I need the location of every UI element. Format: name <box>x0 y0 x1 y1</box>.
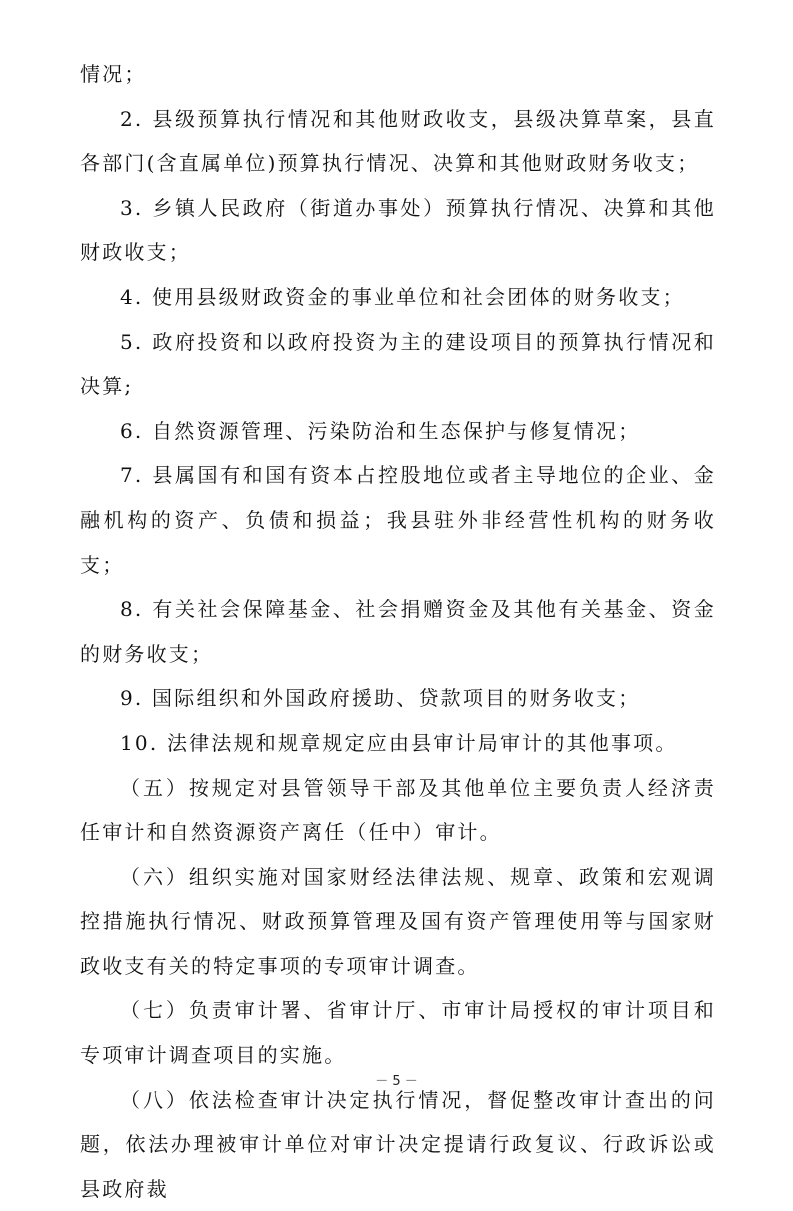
document-body <box>80 52 716 1211</box>
paragraph-6: 6. 自然资源管理、污染防治和生态保护与修复情况； <box>120 418 641 443</box>
paragraph-14: （八）依法检查审计决定执行情况，督促整改审计查出的问题，依法办理被审计单位对审计决定提请行政复议、行政诉讼或县政府裁 <box>80 1087 716 1201</box>
page-number: － 5 － <box>375 1074 418 1089</box>
paragraph-3: 3. 乡镇人民政府（街道办事处）预算执行情况、决算和其他财政收支； <box>80 195 716 265</box>
paragraph-2: 2. 县级预算执行情况和其他财政收支，县级决算草案，县直各部门(含直属单位)预算执行情况、决算和其他财政财务收支； <box>80 106 716 176</box>
paragraph-7: 7. 县属国有和国有资本占控股地位或者主导地位的企业、金融机构的资产、负债和损益；我县驻外非经营性机构的财务收支； <box>80 463 716 577</box>
paragraph-10: 10. 法律法规和规章规定应由县审计局审计的其他事项。 <box>120 730 678 755</box>
paragraph-12: （六）组织实施对国家财经法律法规、规章、政策和宏观调控措施执行情况、财政预算管理及国有资产管理使用等与国家财政收支有关的特定事项的专项审计调查。 <box>80 864 716 978</box>
paragraph-4: 4. 使用县级财政资金的事业单位和社会团体的财务收支； <box>120 284 685 309</box>
paragraph-9: 9. 国际组织和外国政府援助、贷款项目的财务收支； <box>120 686 641 711</box>
paragraph-11: （五）按规定对县管领导干部及其他单位主要负责人经济责任审计和自然资源资产离任（任中）审计。 <box>80 775 716 845</box>
paragraph-8: 8. 有关社会保障基金、社会捐赠资金及其他有关基金、资金的财务收支； <box>80 597 716 666</box>
paragraph-5: 5. 政府投资和以政府投资为主的建设项目的预算执行情况和决算; <box>80 329 716 399</box>
paragraph-1: 情况； <box>80 62 147 86</box>
paragraph-13: （七）负责审计署、省审计厅、市审计局授权的审计项目和专项审计调查项目的实施。 <box>80 998 716 1068</box>
